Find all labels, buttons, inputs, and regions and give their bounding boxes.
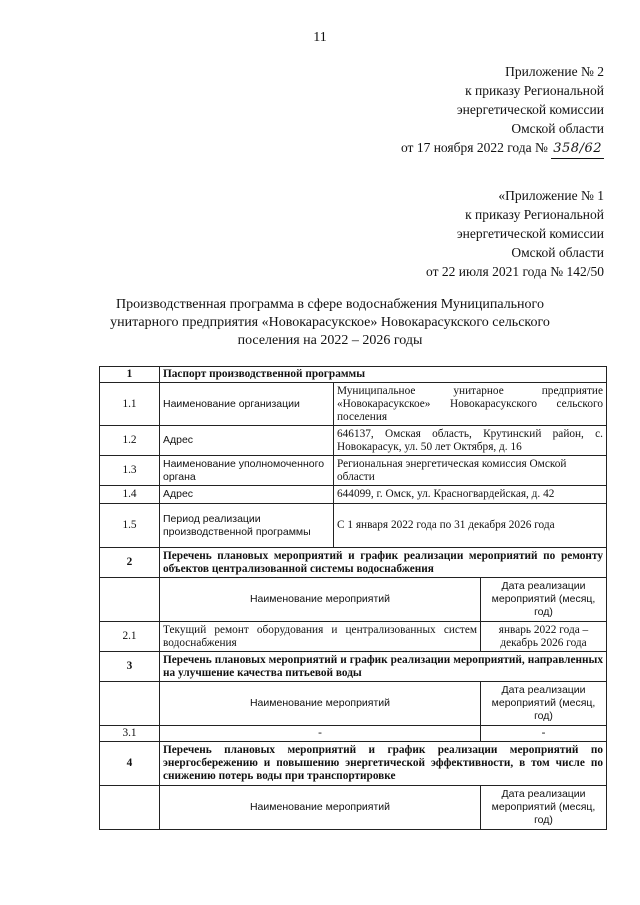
section-3-row: [100, 652, 607, 682]
row-3-1-name: -: [160, 726, 481, 742]
appendix-2-block: [401, 62, 604, 159]
section-2-header-blank: [100, 578, 160, 622]
section-3-header-blank: [100, 682, 160, 726]
appendix-1-date-line: от 22 июля 2021 года № 142/50: [426, 264, 604, 279]
row-2-1-num: 2.1: [100, 622, 160, 652]
row-2-1-name: Текущий ремонт оборудования и централизованных систем водоснабжения: [160, 622, 481, 652]
appendix-2-line1: Приложение № 2: [505, 64, 604, 79]
row-2-1-date: январь 2022 года – декабрь 2026 года: [481, 622, 607, 652]
appendix-1-line2: к приказу Региональной: [465, 207, 604, 222]
section-2-row: [100, 548, 607, 578]
section-3-title: Перечень плановых мероприятий и график реализации мероприятий, направленных на улучшение качества питьевой воды: [160, 652, 607, 682]
appendix-1-line3: энергетической комиссии: [456, 226, 604, 241]
section-3-header-row: [100, 682, 607, 726]
section-3-header-date: Дата реализации мероприятий (месяц, год): [481, 682, 607, 726]
appendix-2-line3: энергетической комиссии: [456, 102, 604, 117]
appendix-2-date-prefix: от 17 ноября 2022 года №: [400, 140, 548, 155]
section-2-header-name: Наименование мероприятий: [160, 578, 481, 622]
row-3-1-date: -: [481, 726, 607, 742]
section-2-header-date: Дата реализации мероприятий (месяц, год): [481, 578, 607, 622]
appendix-2-order-number: 358/62: [551, 139, 604, 159]
appendix-2-date-line: [401, 138, 604, 159]
appendix-1-block: [426, 186, 604, 281]
section-1-title: Паспорт производственной программы: [160, 367, 607, 383]
appendix-2-line2: к приказу Региональной: [465, 83, 604, 98]
appendix-2-line4: Омской области: [511, 121, 604, 136]
row-1-1-label: Наименование организации: [160, 383, 334, 426]
document-title: [60, 296, 600, 350]
table-row: [100, 383, 607, 426]
appendix-1-line1: «Приложение № 1: [498, 188, 604, 203]
title-line1: Производственная программа в сфере водоснабжения Муниципального: [116, 297, 544, 312]
row-1-4-value: 644099, г. Омск, ул. Красногвардейская, д. 42: [334, 486, 607, 504]
table-row: [100, 456, 607, 486]
program-passport-table: [99, 366, 607, 830]
section-3-num: 3: [100, 652, 160, 682]
title-line3: поселения на 2022 – 2026 годы: [237, 333, 423, 348]
section-4-row: [100, 742, 607, 786]
section-2-num: 2: [100, 548, 160, 578]
page-number: 11: [313, 30, 327, 45]
row-1-3-num: 1.3: [100, 456, 160, 486]
row-1-1-num: 1.1: [100, 383, 160, 426]
row-1-5-num: 1.5: [100, 504, 160, 548]
row-1-3-value: Региональная энергетическая комиссия Омской области: [334, 456, 607, 486]
table-row: [100, 504, 607, 548]
section-4-header-name: Наименование мероприятий: [160, 786, 481, 830]
table-row: [100, 622, 607, 652]
row-1-2-value: 646137, Омская область, Крутинский район, с. Новокарасук, ул. 50 лет Октября, д. 16: [334, 426, 607, 456]
row-3-1-num: 3.1: [100, 726, 160, 742]
title-line2: унитарного предприятия «Новокарасукское» Новокарасукского сельского: [110, 315, 550, 330]
row-1-4-label: Адрес: [160, 486, 334, 504]
row-1-5-label: Период реализации производственной программы: [160, 504, 334, 548]
row-1-4-num: 1.4: [100, 486, 160, 504]
section-4-num: 4: [100, 742, 160, 786]
row-1-2-label: Адрес: [160, 426, 334, 456]
table-row: [100, 726, 607, 742]
section-4-title: Перечень плановых мероприятий и график реализации мероприятий по энергосбережению и повышению энергетической эффективности, в том числе по снижению потерь воды при транспортировке: [160, 742, 607, 786]
table-row: [100, 486, 607, 504]
row-1-2-num: 1.2: [100, 426, 160, 456]
section-2-title: Перечень плановых мероприятий и график реализации мероприятий по ремонту объектов централизованной системы водоснабжения: [160, 548, 607, 578]
appendix-1-line4: Омской области: [511, 245, 604, 260]
section-4-header-row: [100, 786, 607, 830]
section-3-header-name: Наименование мероприятий: [160, 682, 481, 726]
table-row: [100, 426, 607, 456]
section-4-header-date: Дата реализации мероприятий (месяц, год): [481, 786, 607, 830]
section-1-num: 1: [100, 367, 160, 383]
row-1-3-label: Наименование уполномоченного органа: [160, 456, 334, 486]
row-1-5-value: С 1 января 2022 года по 31 декабря 2026 года: [334, 504, 607, 548]
section-1-row: [100, 367, 607, 383]
section-2-header-row: [100, 578, 607, 622]
row-1-1-value: Муниципальное унитарное предприятие «Новокарасукское» Новокарасукского сельского поселения: [334, 383, 607, 426]
section-4-header-blank: [100, 786, 160, 830]
